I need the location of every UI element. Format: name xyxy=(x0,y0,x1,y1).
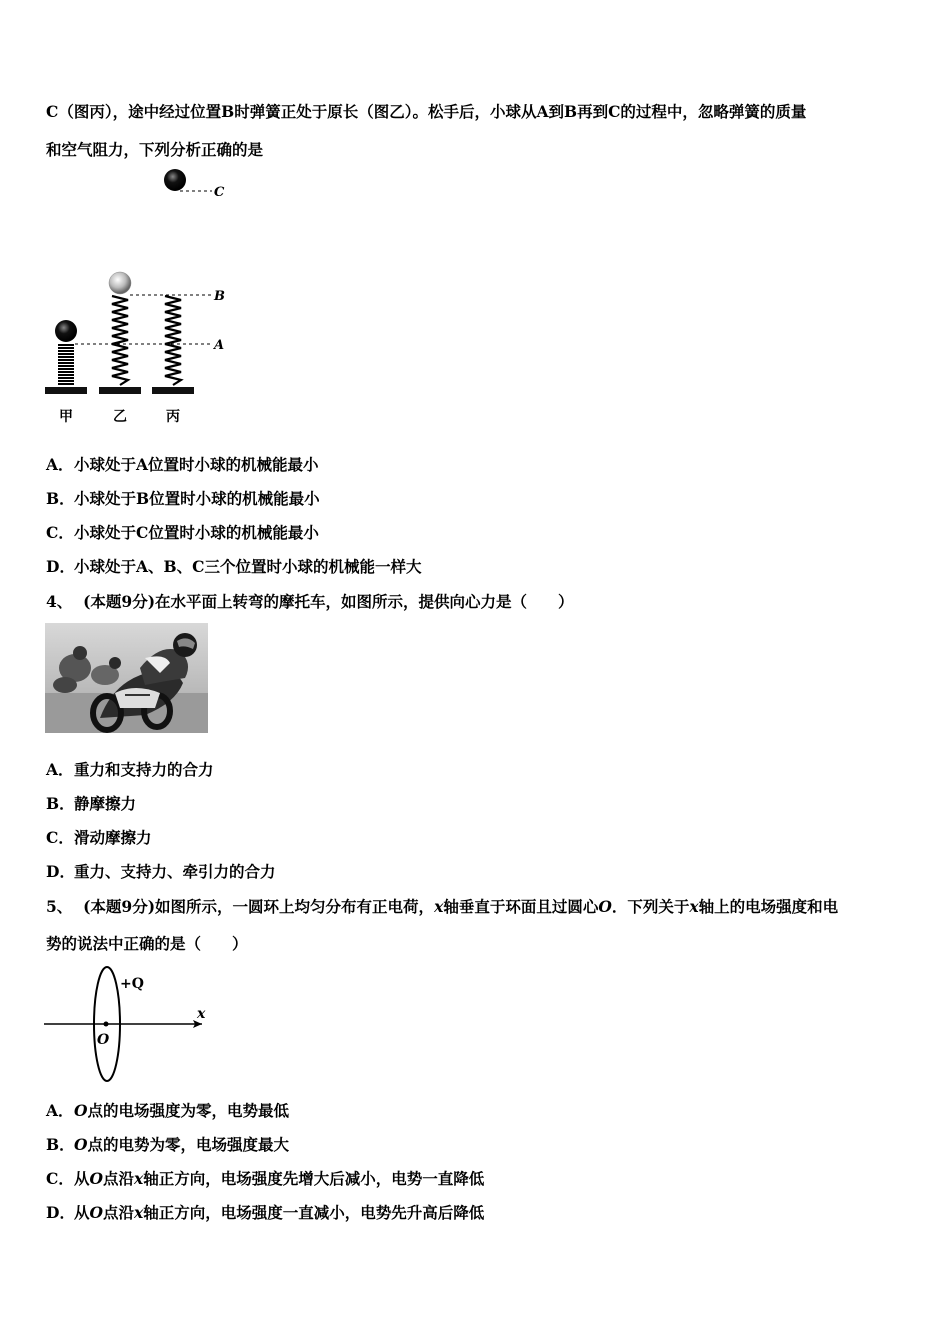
q3-stem-line1: C（图丙），途中经过位置B时弹簧正处于原长（图乙）。松手后，小球从A到B再到C的过程中，忽略弹簧的质量 xyxy=(46,102,807,121)
label-a: A xyxy=(214,338,225,353)
q4-option-b: B．静摩擦力 xyxy=(46,794,137,813)
label-bing: 丙 xyxy=(166,409,180,425)
label-q: +Q xyxy=(120,976,144,992)
ball-yi xyxy=(109,272,131,294)
label-o: O xyxy=(97,1032,110,1048)
ring-figure xyxy=(42,962,217,1087)
center-point xyxy=(104,1022,109,1027)
q5-stem-line2: 势的说法中正确的是（ ） xyxy=(46,934,248,953)
q5-stem-line1: 5、 (本题9分)如图所示，一圆环上均匀分布有正电荷，x轴垂直于环面且过圆心O．下列关于x轴上的电场强度和电 xyxy=(46,897,839,916)
q5-option-d: D．从O点沿x轴正方向，电场强度一直减小，电势先升高后降低 xyxy=(46,1203,485,1222)
ball-jia xyxy=(55,320,77,342)
q5-option-b: B．O点的电势为零，电场强度最大 xyxy=(46,1135,290,1154)
q4-stem: 4、 (本题9分)在水平面上转弯的摩托车，如图所示，提供向心力是（ ） xyxy=(46,592,574,611)
label-jia: 甲 xyxy=(59,409,73,425)
label-b: B xyxy=(214,289,225,304)
q4-option-c: C．滑动摩擦力 xyxy=(46,828,152,847)
q3-stem-line2: 和空气阻力，下列分析正确的是 xyxy=(46,140,264,159)
label-c: C xyxy=(214,185,225,200)
q5-option-a: A．O点的电场强度为零，电势最低 xyxy=(46,1101,290,1120)
label-yi: 乙 xyxy=(113,409,127,425)
q3-option-b: B．小球处于B位置时小球的机械能最小 xyxy=(46,489,320,508)
ball-c xyxy=(164,169,186,191)
q4-option-d: D．重力、支持力、牵引力的合力 xyxy=(46,862,276,881)
q3-option-a: A．小球处于A位置时小球的机械能最小 xyxy=(46,455,319,474)
motorcycle-photo xyxy=(45,623,208,733)
q4-option-a: A．重力和支持力的合力 xyxy=(46,760,214,779)
spring-figure xyxy=(40,165,240,430)
q3-option-c: C．小球处于C位置时小球的机械能最小 xyxy=(46,523,319,542)
q5-option-c: C．从O点沿x轴正方向，电场强度先增大后减小，电势一直降低 xyxy=(46,1169,485,1188)
label-x: x xyxy=(197,1006,206,1022)
q3-option-d: D．小球处于A、B、C三个位置时小球的机械能一样大 xyxy=(46,557,422,576)
